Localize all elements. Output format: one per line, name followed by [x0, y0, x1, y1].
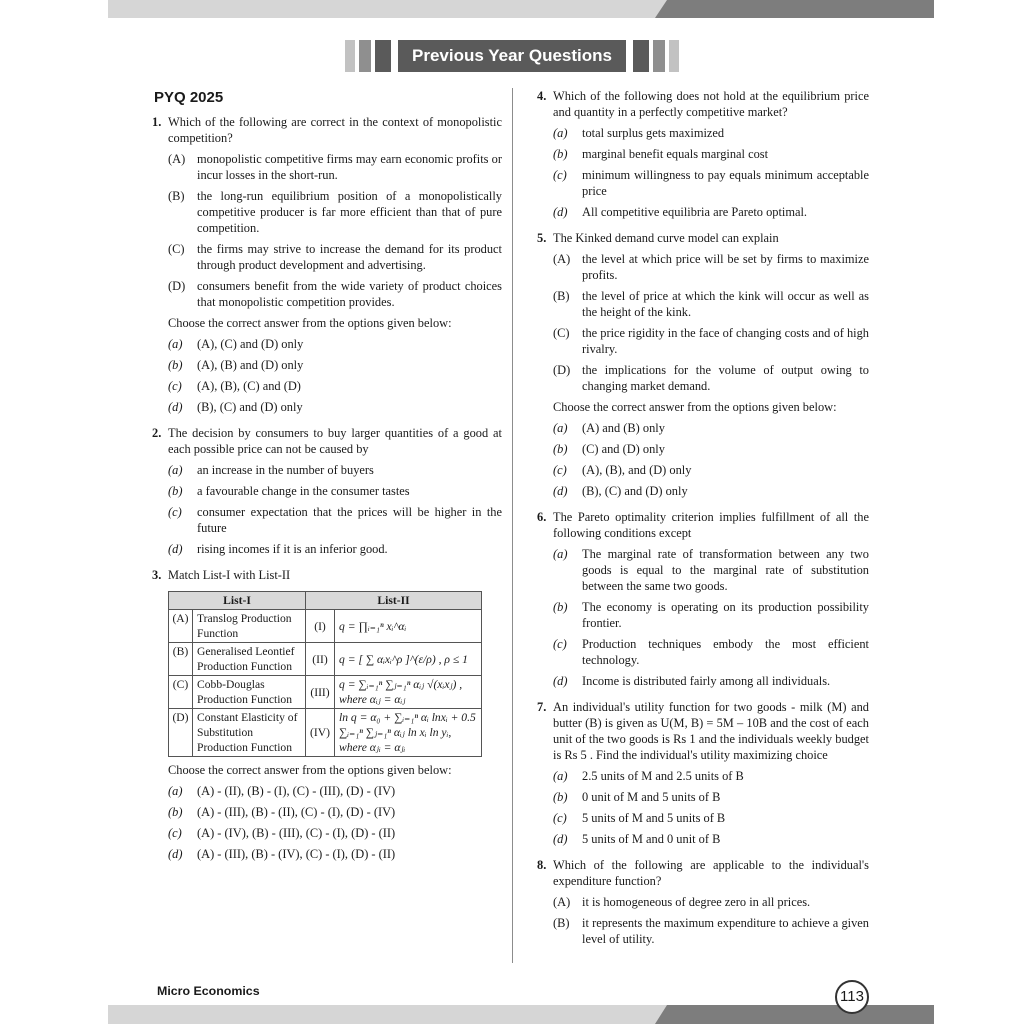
option-text: minimum willingness to pay equals minimum acceptable price — [582, 168, 869, 198]
column-divider — [512, 88, 513, 963]
statement-label: (C) — [553, 326, 570, 340]
statement-item — [168, 188, 502, 236]
statement-text: the firms may strive to increase the demand for its product through product development and advertising. — [197, 242, 502, 272]
statement-item — [553, 325, 869, 357]
option-text: 2.5 units of M and 2.5 units of B — [582, 769, 744, 783]
statement-item — [553, 251, 869, 283]
option-label: (d) — [168, 847, 183, 861]
question-8 — [535, 857, 869, 947]
statement-label: (D) — [168, 279, 186, 293]
option-item — [168, 399, 502, 415]
option-label: (a) — [553, 769, 568, 783]
statement-item — [553, 894, 869, 910]
statement-label: (B) — [553, 289, 570, 303]
list2-formula: q = [ ∑ αᵢxᵢ^ρ ]^(ε/ρ) , ρ ≤ 1 — [335, 643, 482, 676]
option-item — [553, 789, 869, 805]
list1-text: Constant Elasticity of Substitution Production Function — [193, 709, 306, 757]
option-text: (B), (C) and (D) only — [197, 400, 303, 414]
banner-stripe — [653, 40, 665, 72]
question-number: 8. — [537, 858, 547, 872]
list2-label: (I) — [306, 610, 335, 643]
option-label: (a) — [553, 126, 568, 140]
option-label: (c) — [168, 826, 182, 840]
table-header-list2: List-II — [306, 592, 482, 610]
option-item — [553, 768, 869, 784]
statement-label: (D) — [553, 363, 571, 377]
question-number: 7. — [537, 700, 547, 714]
table-header-row — [169, 592, 482, 610]
bottom-decor-bar-dark — [655, 1005, 934, 1024]
statement-text: the level of price at which the kink will occur as well as the height of the kink. — [582, 289, 869, 319]
option-label: (a) — [168, 784, 183, 798]
option-item — [553, 462, 869, 478]
section-banner — [345, 40, 679, 72]
option-label: (a) — [553, 421, 568, 435]
statement-text: it is homogeneous of degree zero in all prices. — [582, 895, 811, 909]
option-item — [553, 831, 869, 847]
list1-text: Cobb-Douglas Production Function — [193, 676, 306, 709]
option-text: 5 units of M and 5 units of B — [582, 811, 726, 825]
statement-label: (A) — [168, 152, 186, 166]
option-text: rising incomes if it is an inferior good. — [197, 542, 388, 556]
question-text: Which of the following does not hold at the equilibrium price and quantity in a perfectly competitive market? — [553, 89, 869, 119]
option-item — [553, 125, 869, 141]
list1-label: (B) — [169, 643, 193, 676]
option-label: (c) — [553, 811, 567, 825]
statement-text: it represents the maximum expenditure to achieve a given level of utility. — [582, 916, 869, 946]
list1-label: (D) — [169, 709, 193, 757]
option-text: 5 units of M and 0 unit of B — [582, 832, 721, 846]
option-label: (c) — [168, 505, 182, 519]
option-text: (A), (C) and (D) only — [197, 337, 304, 351]
left-column — [150, 88, 502, 868]
section-title: PYQ 2025 — [154, 89, 224, 106]
option-text: (B), (C) and (D) only — [582, 484, 688, 498]
option-text: (A) - (IV), (B) - (III), (C) - (I), (D) - (II) — [197, 826, 396, 840]
option-text: The marginal rate of transformation between any two goods is equal to the marginal rate of substitution between the same two goods. — [582, 547, 869, 593]
table-header-list1: List-I — [169, 592, 306, 610]
option-label: (d) — [553, 205, 568, 219]
statement-text: the price rigidity in the face of changing costs and of high rivalry. — [582, 326, 869, 356]
footer-subject: Micro Economics — [157, 984, 260, 998]
option-label: (c) — [553, 637, 567, 651]
option-item — [553, 204, 869, 220]
question-text: The Pareto optimality criterion implies fulfillment of all the following conditions except — [553, 510, 869, 540]
option-label: (d) — [168, 400, 183, 414]
question-2 — [150, 425, 502, 557]
option-item — [168, 783, 502, 799]
statement-text: the long-run equilibrium position of a monopolistically competitive producer is far more efficient than that of pure competition. — [197, 189, 502, 235]
banner-stripe — [633, 40, 649, 72]
statement-item — [553, 362, 869, 394]
option-item — [553, 420, 869, 436]
banner-stripe — [669, 40, 679, 72]
option-label: (b) — [553, 442, 568, 456]
option-item — [168, 462, 502, 478]
option-text: (A) - (III), (B) - (II), (C) - (I), (D) - (IV) — [197, 805, 396, 819]
option-label: (d) — [553, 484, 568, 498]
top-decor-bar-dark — [655, 0, 934, 18]
question-5 — [535, 230, 869, 499]
option-label: (c) — [553, 463, 567, 477]
question-number: 3. — [152, 568, 162, 582]
list1-text: Generalised Leontief Production Function — [193, 643, 306, 676]
question-text: An individual's utility function for two goods - milk (M) and butter (B) is given as U(M, B) = 5M – 10B and the cost of each unit of the two goods is Rs 1 and the individuals weekly budget is Rs 5 . Find the individual's utility maximizing choice — [553, 700, 869, 762]
question-6 — [535, 509, 869, 689]
list2-label: (III) — [306, 676, 335, 709]
option-item — [168, 804, 502, 820]
option-item — [168, 541, 502, 557]
option-item — [168, 357, 502, 373]
list2-formula: ln q = α₀ + ∑ᵢ₌₁ⁿ αᵢ lnxᵢ + 0.5 ∑ᵢ₌₁ⁿ ∑ⱼ₌₁ⁿ αᵢⱼ ln xᵢ ln yᵢ, where αⱼᵢ = αⱼᵢ — [335, 709, 482, 757]
option-item — [553, 599, 869, 631]
option-text: a favourable change in the consumer tastes — [197, 484, 410, 498]
question-text: Match List-I with List-II — [168, 568, 291, 582]
option-text: The economy is operating on its production possibility frontier. — [582, 600, 869, 630]
statement-text: the level at which price will be set by firms to maximize profits. — [582, 252, 869, 282]
list2-label: (IV) — [306, 709, 335, 757]
choose-instruction: Choose the correct answer from the options given below: — [168, 763, 452, 777]
option-label: (a) — [553, 547, 568, 561]
option-text: (A) and (B) only — [582, 421, 665, 435]
right-column — [535, 88, 869, 953]
question-text: The Kinked demand curve model can explain — [553, 231, 779, 245]
question-text: Which of the following are applicable to the individual's expenditure function? — [553, 858, 869, 888]
list2-label: (II) — [306, 643, 335, 676]
option-text: (A), (B), (C) and (D) — [197, 379, 301, 393]
option-item — [553, 546, 869, 594]
question-7 — [535, 699, 869, 847]
option-label: (b) — [168, 805, 183, 819]
option-text: (A) - (II), (B) - (I), (C) - (III), (D) - (IV) — [197, 784, 396, 798]
option-label: (b) — [553, 147, 568, 161]
question-3 — [150, 567, 502, 862]
question-number: 1. — [152, 115, 162, 129]
option-label: (d) — [553, 832, 568, 846]
statement-label: (B) — [168, 189, 185, 203]
choose-instruction: Choose the correct answer from the options given below: — [168, 316, 452, 330]
option-text: total surplus gets maximized — [582, 126, 725, 140]
question-number: 6. — [537, 510, 547, 524]
statement-label: (B) — [553, 916, 570, 930]
question-4 — [535, 88, 869, 220]
list1-label: (C) — [169, 676, 193, 709]
match-table — [168, 591, 482, 757]
option-label: (c) — [553, 168, 567, 182]
table-row — [169, 643, 482, 676]
list2-formula: q = ∑ᵢ₌₁ⁿ ∑ⱼ₌₁ⁿ αᵢⱼ √(xᵢxⱼ) , where αᵢⱼ = αᵢⱼ — [335, 676, 482, 709]
statement-item — [168, 278, 502, 310]
option-text: Income is distributed fairly among all individuals. — [582, 674, 831, 688]
statement-label: (C) — [168, 242, 185, 256]
option-label: (b) — [168, 358, 183, 372]
banner-title: Previous Year Questions — [398, 40, 626, 72]
option-item — [553, 810, 869, 826]
option-label: (c) — [168, 379, 182, 393]
option-text: consumer expectation that the prices will be higher in the future — [197, 505, 502, 535]
option-item — [553, 146, 869, 162]
banner-stripe — [345, 40, 355, 72]
option-text: All competitive equilibria are Pareto optimal. — [582, 205, 808, 219]
question-text: Which of the following are correct in the context of monopolistic competition? — [168, 115, 502, 145]
option-label: (b) — [168, 484, 183, 498]
statement-item — [168, 241, 502, 273]
option-label: (a) — [168, 337, 183, 351]
question-number: 4. — [537, 89, 547, 103]
page-number: 113 — [835, 980, 869, 1014]
question-number: 5. — [537, 231, 547, 245]
list1-text: Translog Production Function — [193, 610, 306, 643]
statement-text: the implications for the volume of output owing to changing market demand. — [582, 363, 869, 393]
option-label: (d) — [553, 674, 568, 688]
option-text: an increase in the number of buyers — [197, 463, 374, 477]
statement-item — [168, 151, 502, 183]
banner-stripe — [375, 40, 391, 72]
option-text: (A), (B) and (D) only — [197, 358, 304, 372]
option-text: 0 unit of M and 5 units of B — [582, 790, 721, 804]
option-text: (C) and (D) only — [582, 442, 665, 456]
option-item — [168, 825, 502, 841]
option-item — [553, 167, 869, 199]
statement-label: (A) — [553, 252, 571, 266]
table-row — [169, 709, 482, 757]
option-label: (d) — [168, 542, 183, 556]
list1-label: (A) — [169, 610, 193, 643]
option-label: (b) — [553, 600, 568, 614]
option-text: (A), (B), and (D) only — [582, 463, 692, 477]
statement-text: consumers benefit from the wide variety of product choices that monopolistic competition provides. — [197, 279, 502, 309]
option-item — [168, 378, 502, 394]
question-text: The decision by consumers to buy larger quantities of a good at each possible price can not be caused by — [168, 426, 502, 456]
question-number: 2. — [152, 426, 162, 440]
option-item — [168, 483, 502, 499]
statement-text: monopolistic competitive firms may earn economic profits or incur losses in the short-run. — [197, 152, 502, 182]
option-item — [553, 483, 869, 499]
statement-label: (A) — [553, 895, 571, 909]
choose-instruction: Choose the correct answer from the options given below: — [553, 400, 837, 414]
option-text: marginal benefit equals marginal cost — [582, 147, 769, 161]
option-item — [553, 636, 869, 668]
question-1 — [150, 114, 502, 415]
option-item — [553, 441, 869, 457]
option-item — [168, 504, 502, 536]
option-item — [168, 846, 502, 862]
list2-formula: q = ∏ᵢ₌₁ⁿ xᵢ^αᵢ — [335, 610, 482, 643]
option-item — [553, 673, 869, 689]
option-item — [168, 336, 502, 352]
option-text: (A) - (III), (B) - (IV), (C) - (I), (D) - (II) — [197, 847, 396, 861]
option-text: Production techniques embody the most efficient technology. — [582, 637, 869, 667]
statement-item — [553, 288, 869, 320]
table-row — [169, 676, 482, 709]
table-row — [169, 610, 482, 643]
banner-stripe — [359, 40, 371, 72]
option-label: (a) — [168, 463, 183, 477]
option-label: (b) — [553, 790, 568, 804]
statement-item — [553, 915, 869, 947]
